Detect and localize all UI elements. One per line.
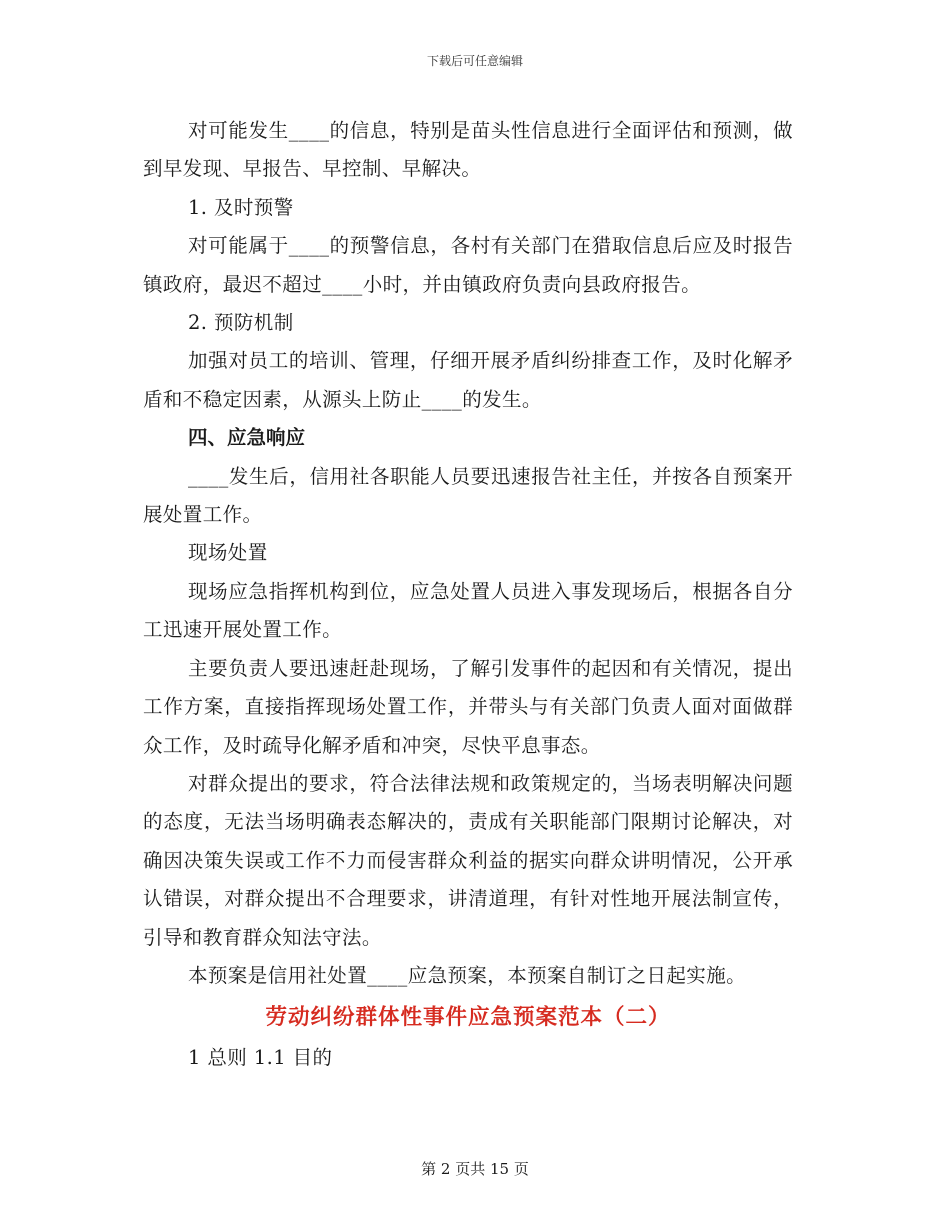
section-heading: 四、应急响应 xyxy=(188,426,306,450)
paragraph: 1 总则 1.1 目的 xyxy=(188,1046,333,1070)
document-title: 劳动纠纷群体性事件应急预案范本（二） xyxy=(265,1005,671,1031)
paragraph: 对可能发生____的信息，特别是苗头性信息进行全面评估和预测，做到早发现、早报告、早控制、早解决。 xyxy=(143,119,793,181)
paragraph: 现场应急指挥机构到位，应急处置人员进入事发现场后，根据各自分工迅速开展处置工作。 xyxy=(143,579,793,642)
paragraph: 加强对员工的培训、管理，仔细开展矛盾纠纷排查工作，及时化解矛盾和不稳定因素，从源头上防止____的发生。 xyxy=(143,349,793,411)
paragraph: 本预案是信用社处置____应急预案，本预案自制订之日起实施。 xyxy=(188,963,747,987)
paragraph: 对可能属于____的预警信息，各村有关部门在猎取信息后应及时报告镇政府，最迟不超过____小时，并由镇政府负责向县政府报告。 xyxy=(143,234,793,296)
document-body xyxy=(143,112,793,1078)
paragraph: ____发生后，信用社各职能人员要迅速报告社主任，并按各自预案开展处置工作。 xyxy=(143,464,793,527)
page-footer: 第 2 页共 15 页 xyxy=(421,1160,529,1178)
subheading: 现场处置 xyxy=(188,541,268,565)
paragraph: 对群众提出的要求，符合法律法规和政策规定的，当场表明解决问题的态度，无法当场明确表态解决的，责成有关职能部门限期讨论解决，对确因决策失误或工作不力而侵害群众利益的据实向群众讲明情况，公开承认错误，对群众提出不合理要求，讲清道理，有针对性地开展法制宣传，引导和教育群众知法守法。 xyxy=(143,771,793,949)
paragraph: 主要负责人要迅速赶赴现场，了解引发事件的起因和有关情况，提出工作方案，直接指挥现场处置工作，并带头与有关部门负责人面对面做群众工作，及时疏导化解矛盾和冲突，尽快平息事态。 xyxy=(143,656,793,757)
list-heading: 2. 预防机制 xyxy=(188,311,294,335)
page-header: 下载后可任意编辑 xyxy=(426,54,523,68)
list-heading: 1. 及时预警 xyxy=(188,195,294,219)
